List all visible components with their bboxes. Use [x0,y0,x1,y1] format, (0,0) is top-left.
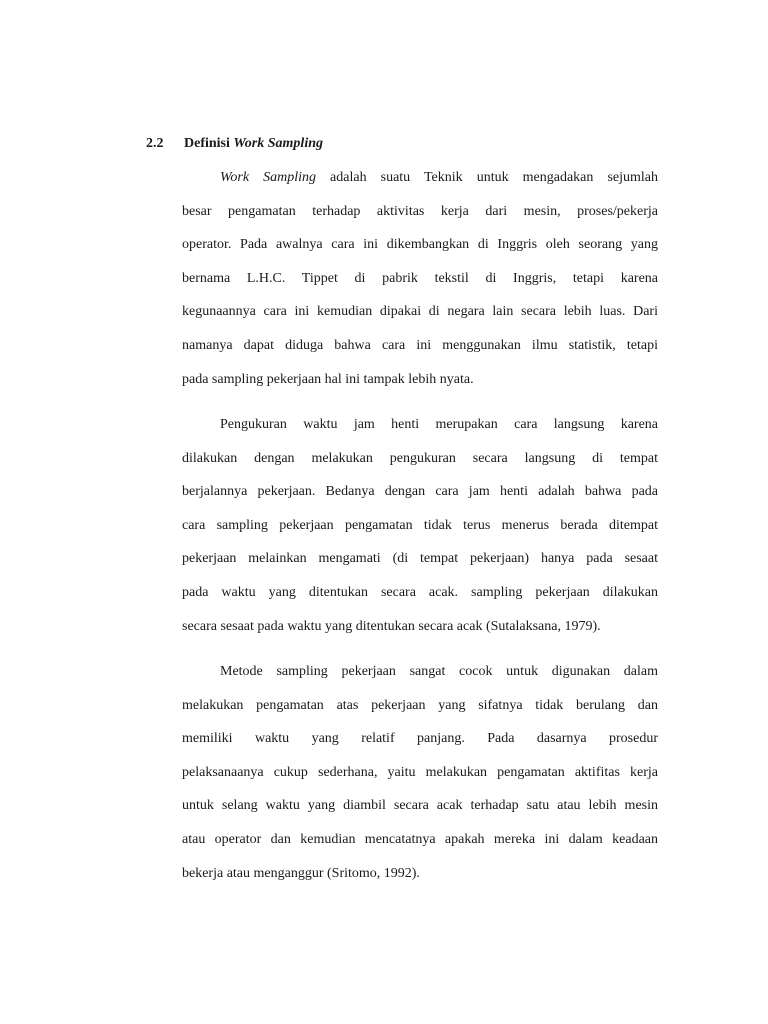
paragraph-line: pelaksanaanya cukup sederhana, yaitu melakukan pengamatan aktifitas kerja [182,764,658,780]
paragraph-line: namanya dapat diduga bahwa cara ini menggunakan ilmu statistik, tetapi [182,337,658,353]
paragraph-line: pada waktu yang ditentukan secara acak. sampling pekerjaan dilakukan [182,584,658,600]
paragraph-line: besar pengamatan terhadap aktivitas kerja dari mesin, proses/pekerja [182,203,658,219]
paragraph-line [182,161,658,195]
paragraph-line: bernama L.H.C. Tippet di pabrik tekstil di Inggris, tetapi karena [182,270,658,286]
paragraph-line: dilakukan dengan melakukan pengukuran secara langsung di tempat [182,450,658,466]
paragraph-line: pekerjaan melainkan mengamati (di tempat pekerjaan) hanya pada sesaat [182,551,658,567]
paragraph-1 [182,161,658,396]
paragraph-3 [182,655,658,890]
section-title-plain: Definisi [184,136,230,151]
paragraph-2 [182,408,658,643]
paragraph-line: melakukan pengamatan atas pekerjaan yang sifatnya tidak berulang dan [182,697,658,713]
paragraph-line: Pengukuran waktu jam henti merupakan cara langsung karena [220,417,658,432]
section-number: 2.2 [146,136,164,151]
paragraph-line: untuk selang waktu yang diambil secara acak terhadap satu atau lebih mesin [182,798,658,814]
paragraph-line: operator. Pada awalnya cara ini dikembangkan di Inggris oleh seorang yang [182,237,658,253]
term-work-sampling: Work Sampling [220,170,316,185]
paragraph-line: atau operator dan kemudian mencatatnya apakah mereka ini dalam keadaan [182,831,658,847]
paragraph-line: cara sampling pekerjaan pengamatan tidak terus menerus berada ditempat [182,517,658,533]
paragraph-line: secara sesaat pada waktu yang ditentukan secara acak (Sutalaksana, 1979). [182,618,601,634]
line-text: adalah suatu Teknik untuk mengadakan sejumlah [315,170,658,185]
paragraph-line: bekerja atau menganggur (Sritomo, 1992). [182,865,420,881]
paragraph-line: berjalannya pekerjaan. Bedanya dengan cara jam henti adalah bahwa pada [182,484,658,500]
paragraph-line: pada sampling pekerjaan hal ini tampak lebih nyata. [182,371,474,387]
paragraph-line: memiliki waktu yang relatif panjang. Pada dasarnya prosedur [182,731,658,747]
section-title-italic: Work Sampling [233,136,323,151]
paragraph-line: kegunaannya cara ini kemudian dipakai di negara lain secara lebih luas. Dari [182,304,658,320]
paragraph-line: Metode sampling pekerjaan sangat cocok untuk digunakan dalam [220,664,658,679]
section-heading [146,136,323,152]
